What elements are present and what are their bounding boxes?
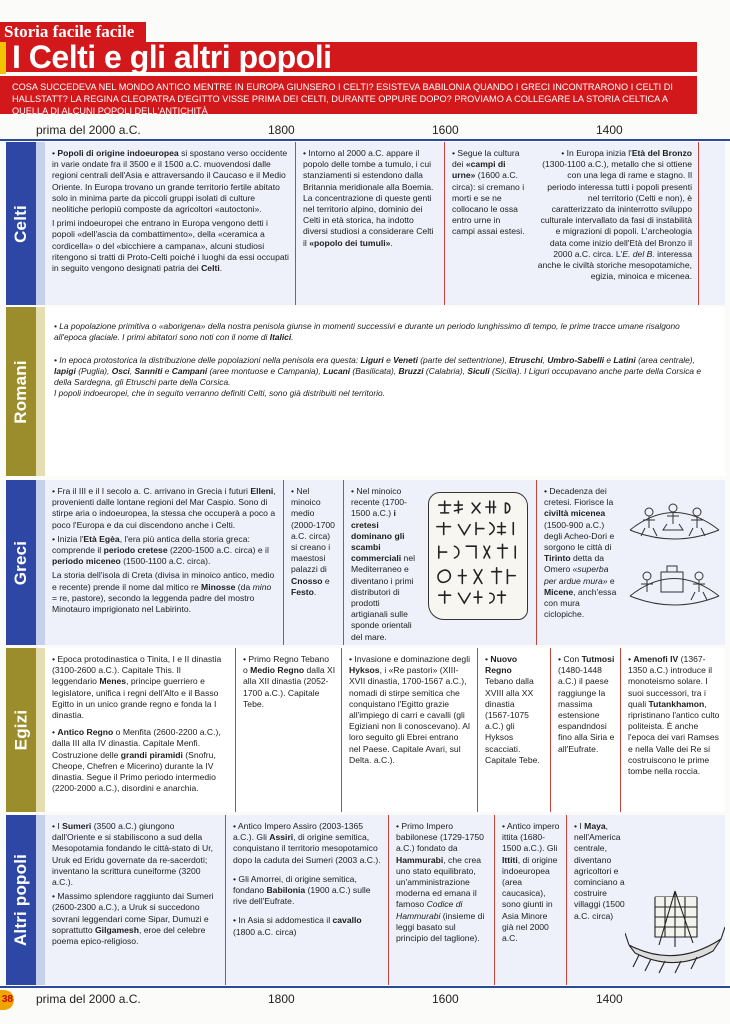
- section-tab: [6, 480, 36, 645]
- linear-b-tablet-icon: [428, 492, 528, 620]
- section-egizi: [6, 648, 725, 812]
- celti-col-2: • Intorno al 2000 a.C. appare il popolo delle tombe a tumulo, i cui stanziamenti si estendono dalla Britannia meridionale alla Boemia. La concentrazione di queste genti nel territorio alpino, dominio dei Celti in età storica, ha indotto diversi studiosi a considerare Celti il «popolo dei tumuli».: [295, 142, 444, 305]
- timeline-label: 1800: [268, 123, 295, 137]
- altri-col-2: • Antico Impero Assiro (2003-1365 a.C.). Gli Assiri, di origine semitica, conquistano il territorio mesopotamico dopo la caduta dei Sumeri (2003 a.C.). • Gli Amorrei, di origine semitica, fondano Babilonia (1900 a.C.) sulle rive dell'Eufrate. • In Asia si addomestica il cavallo (1800 a.C. circa): [225, 815, 388, 985]
- section-label: Altri popoli: [11, 853, 31, 947]
- celti-col-1: • Popoli di origine indoeuropea si spostano verso occidente in varie ondate fra il 3500 e il 1500 a.C. muovendosi dalle regioni centrali dell'Asia e attraversando il Caucaso e il Medio Oriente. In Europa trovano un grande territorio fertile abitato solo in minima parte da piccoli gruppi isolati di culture neolitiche perlopiù composte da agricoltori «autoctoni». I primi indoeuropei che entrano in Europa vengono detti i popoli «dell'ascia da combattimento», della «ceramica a cordicella» o del «bicchiere a campana», alcuni studiosi ritengono si tratti di Proto-Celti poiché i luoghi da essi occupati in seguito vengono designati patria dei Celti.: [52, 148, 289, 274]
- section-stripe: [36, 648, 45, 812]
- celti-col-end: [698, 142, 725, 305]
- intro-text: COSA SUCCEDEVA NEL MONDO ANTICO MENTRE IN EUROPA GIUNSERO I CELTI? ESISTEVA BABILONIA QUANDO I GRECI INCONTRARONO I CELTI DI HALLSTATT? LA REGINA CLEOPATRA D'EGITTO VISSE PRIMA DEI CELTI, DURANTE OPPURE DOPO? PROVIAMO A COLLEGARE LA STORIA CELTICA A QUELLA DI ALCUNI POPOLI DELL'ANTICHITÀ: [0, 76, 697, 114]
- series-kicker: Storia facile facile: [0, 22, 146, 42]
- title-accent: [0, 42, 6, 74]
- section-tab: [6, 648, 36, 812]
- egizi-col-5: • Con Tutmosi (1480-1448 a.C.) il paese raggiunge la massima estensione espandndosi fino alla Siria e all'Eufrate.: [550, 648, 620, 812]
- section-content: [45, 480, 725, 645]
- section-tab: [6, 142, 36, 305]
- greek-vase-paintings-icon: [627, 490, 722, 625]
- altri-col-3: • Primo Impero babilonese (1729-1750 a.C.) fondato da Hammurabi, che crea uno stato equilibrato, un'amministrazione moderna ed emana il famoso Codice di Hammurabi (insieme di leggi basato sul principio del taglione).: [388, 815, 494, 985]
- timeline-label: 1600: [432, 123, 459, 137]
- timeline-label: 1400: [596, 992, 623, 1006]
- section-tab: [6, 815, 36, 985]
- timeline-label: 1800: [268, 992, 295, 1006]
- section-stripe: [36, 307, 45, 476]
- egizi-col-2: • Primo Regno Tebano o Medio Regno dalla XI alla XII dinastia (2052-1700 a.C.). Capitale Tebe.: [235, 648, 341, 812]
- timeline-label: prima del 2000 a.C.: [36, 123, 141, 137]
- section-label: Romani: [11, 359, 31, 424]
- timeline-bottom: [0, 986, 730, 1008]
- section-greci: [6, 480, 725, 645]
- romani-text: • La popolazione primitiva o «aborigena» della nostra penisola giunse in momenti successivi e durante un periodo lunghissimo di tempo, le prime tracce umane risalgono all'epoca glaciale. I primi abitatori sono noti con il nome di Italici. • In epoca protostorica la distribuzione delle popolazioni nella penisola era questa: Liguri e Veneti (parte del settentrione), Etruschi, Umbro-Sabelli e Latini (area centrale), Iapigi (Puglia), Osci, Sanniti e Campani (aree montuose e Campania), Lucani (Basilicata), Bruzzi (Calabria), Siculi (Sicilia). I Liguri occupavano anche parte della Corsica e della Sardegna, gli Etruschi parte della Corsica. I popoli indoeuropei, che in seguito verranno definiti Celti, sono già distribuiti nel territorio.: [54, 321, 702, 398]
- section-romani: [6, 307, 725, 476]
- section-content: [45, 648, 725, 812]
- section-label: Egizi: [11, 709, 31, 751]
- section-altri-popoli: [6, 815, 725, 985]
- egizi-col-1: • Epoca protodinastica o Tinita, I e II dinastia (3100-2600 a.C.). Capitale This. Il leggendario Menes, principe guerriero e legislatore, unifica i regni dell'Alto e il Basso Egitto in un unico grande regno e fonda la I dinastia. • Antico Regno o Menfita (2600-2200 a.C.), dalla III alla IV dinastia. Capitale Menfi. Costruzione delle grandi piramidi (Snofru, Cheope, Chefren e Micerino) durante la IV dinastia. Segue il Primo periodo intermedio (2200-2000 a.C.), disordini e anarchia.: [52, 654, 222, 794]
- altri-col-5: • I Maya, nell'America centrale, diventano agricoltori e cominciano a costruire villaggi (1500 a.C. circa): [566, 815, 632, 985]
- section-content: [45, 815, 725, 985]
- timeline-top: [0, 119, 730, 141]
- page-header: [0, 0, 730, 116]
- section-label: Greci: [11, 540, 31, 585]
- greci-col-3: • Nel minoico recente (1700-1500 a.C.) i cretesi dominano gli scambi commerciali nel Mediterraneo e diventano i primi distributori di prodotti artigianali sulle sponde orientali del mare.: [343, 480, 423, 645]
- greci-col-1: • Fra il III e il I secolo a. C. arrivano in Grecia i futuri Elleni, provenienti dalle lontane regioni del Mar Caspio. Sono di stirpe aria o indoeuropea, la stessa che occuperà a poco a poco l'Europa e da cui discendono anche i Celti. • Inizia l'Età Egèa, l'era più antica della storia greca: comprende il periodo cretese (2200-1500 a.C. circa) e il periodo miceneo (1500-1100 a.C. circa). La storia dell'isola di Creta (divisa in minoico antico, medio e recente) prende il nome dal mitico re Minosse (da mino = re, pastore), secondo la leggenda padre del mostro Minotauro imprigionato nel Labirinto.: [52, 486, 276, 615]
- egizi-col-3: • Invasione e dominazione degli Hyksos, i «Re pastori» (XIII-XVII dinastia, 1700-1567 a.C.), nomadi di stirpe semitica che conquistano l'Egitto grazie all'impiego di carri e cavalli (gli Egiziani non li conoscevano). Al loro seguito gli Ebrei entrano nel Paese. Capitale Avari, sul Delta. a.C.).: [341, 648, 477, 812]
- greci-col-2: • Nel minoico medio (2000-1700 a.C. circa) si creano i maestosi palazzi di Cnosso e Festo.: [283, 480, 343, 645]
- altri-col-4: • Antico impero ittita (1680-1500 a.C.). Gli Ittiti, di origine indoeuropea (area caucasica), sono giunti in Asia Minore già nel 2000 a.C.: [494, 815, 565, 985]
- timeline-label: prima del 2000 a.C.: [36, 992, 141, 1006]
- egizi-col-4: • Nuovo Regno Tebano dalla XVIII alla XX dinastia (1567-1075 a.C.) gli Hyksos scacciati. Capitale Tebe.: [477, 648, 545, 812]
- section-stripe: [36, 815, 45, 985]
- celti-col-4: • In Europa inizia l'Età del Bronzo (1300-1100 a.C.), metallo che si ottiene con una lega di rame e stagno. Il periodo interessa tutti i popoli presenti nel territorio (Celti e non), è caratterizzato da ininterrotto sviluppo culturale intervallato da fasi di instabilità e migrazioni di popoli. L'archeologia data come inizio dell'Età del Bronzo il 2000 a.C. circa. L'E. del B. interessa anche le civiltà storiche mesopotamiche, egizia, minoica e micenea.: [537, 148, 692, 282]
- timeline-label: 1400: [596, 123, 623, 137]
- page-title: I Celti e gli altri popoli: [12, 39, 332, 75]
- section-content: [45, 142, 725, 305]
- section-stripe: [36, 480, 45, 645]
- timeline-label: 1600: [432, 992, 459, 1006]
- page-number: 38: [0, 990, 14, 1010]
- section-label: Celti: [11, 204, 30, 243]
- section-content: [45, 307, 725, 476]
- section-celti: [6, 142, 725, 305]
- section-stripe: [36, 142, 45, 305]
- egizi-col-6: • Amenofi IV (1367-1350 a.C.) introduce il monoteismo solare. I suoi successori, tra i quali Tutankhamon, ripristinano l'antico culto politeista. È anche l'epoca dei vari Ramses e nella Valle dei Re si costruiscono le prime tombe nella roccia.: [620, 648, 726, 812]
- altri-col-1: • I Sumeri (3500 a.C.) giungono dall'Oriente e si stabiliscono a sud della Mesopotamia fondando le città-stato di Ur, Uruk ed Eridu governate da re-sacerdoti; inventano la scrittura cuneiforme (3200 a.C.). • Massimo splendore raggiunto dai Sumeri (2600-2300 a.C.), a Uruk si succedono sovrani leggendari come Sipar, Dumuzi e soprattutto Gilgamesh, eroe del celebre poema epico-religioso.: [52, 821, 214, 947]
- greci-col-4: • Decadenza dei cretesi. Fiorisce la civiltà micenea (1500-900 a.C.) degli Acheo-Dori e sorgono le città di Tirinto detta da Omero «superba per ardue mura» e Micene, anch'essa con mura ciclopiche.: [536, 480, 626, 645]
- ancient-ship-icon: [625, 883, 725, 975]
- celti-col-3: • Segue la cultura dei «campi di urne» (1600 a.C. circa): si cremano i morti e se ne collocano le ossa entro urne in campi assai estesi.: [444, 142, 530, 305]
- section-tab: [6, 307, 36, 476]
